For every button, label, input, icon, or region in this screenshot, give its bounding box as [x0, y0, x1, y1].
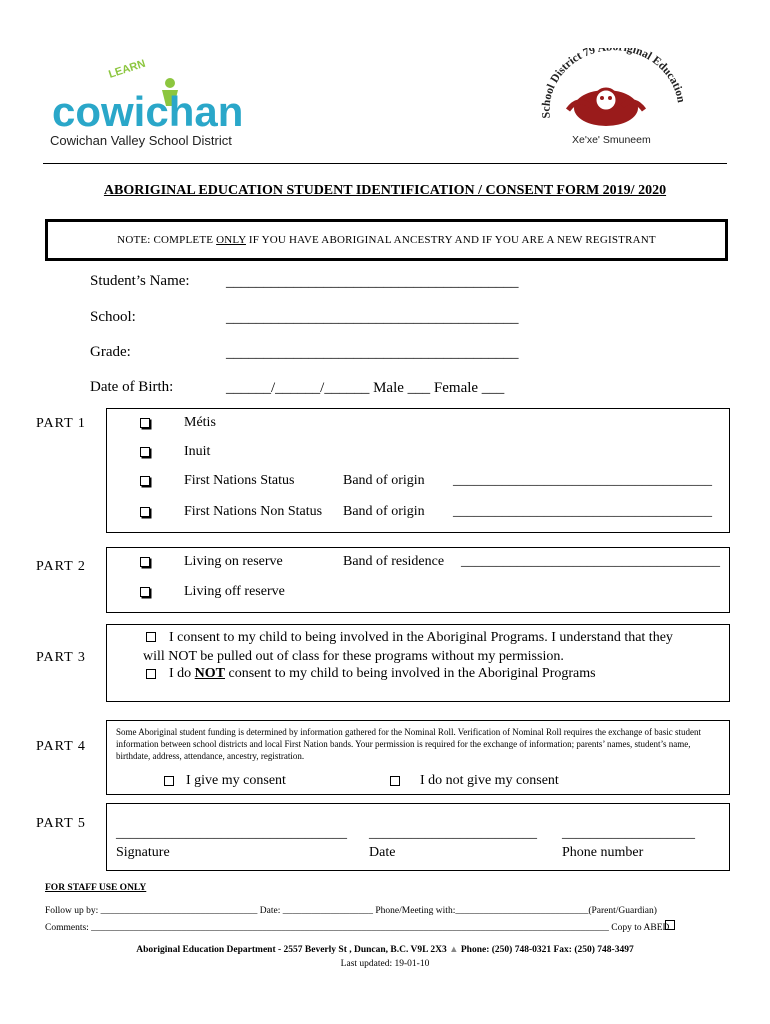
dob-label: Date of Birth: — [90, 379, 174, 395]
form-title: ABORIGINAL EDUCATION STUDENT IDENTIFICATION / CONSENT FORM 2019/ 2020 — [103, 183, 667, 198]
part3-label: PART 3 — [36, 650, 86, 665]
dob-field[interactable]: ______/______/______ Male ___ Female ___ — [226, 380, 505, 396]
consent-line1: I consent to my child to being involved in the Aboriginal Programs. I understand that they — [169, 630, 673, 645]
fn-non-status-checkbox[interactable] — [140, 507, 150, 517]
learn-arc-text: LEARN — [107, 58, 147, 81]
part4-label: PART 4 — [36, 739, 86, 754]
band-origin-label-1: Band of origin — [343, 473, 425, 488]
band-residence-label: Band of residence — [343, 554, 445, 569]
fn-non-status-label: First Nations Non Status — [184, 504, 323, 519]
metis-checkbox[interactable] — [140, 418, 150, 428]
footer-line — [0, 945, 770, 955]
off-reserve-label: Living off reserve — [184, 584, 285, 599]
band-origin-label-2: Band of origin — [343, 504, 425, 519]
no-consent-after: consent to my child to being involved in the Aboriginal Programs — [225, 666, 596, 681]
no-consent-not: NOT — [194, 666, 226, 681]
date-label: Date — [369, 845, 396, 860]
staff-heading: FOR STAFF USE ONLY — [45, 883, 147, 893]
footer-phone: Phone: (250) 748-0321 Fax: (250) 748-3497 — [460, 945, 634, 955]
note-box — [45, 219, 728, 261]
not-give-consent-checkbox[interactable] — [390, 776, 400, 786]
district-name: Cowichan Valley School District — [50, 133, 232, 148]
note-text-after: IF YOU HAVE ABORIGINAL ANCESTRY AND IF YOU ARE A NEW REGISTRANT — [245, 234, 656, 246]
not-give-consent-label: I do not give my consent — [420, 773, 559, 788]
part4-info: Some Aboriginal student funding is determined by information gathered for the Nominal Roll. Verification of Nominal Roll requires the exchange of basic student information between school districts and local First Nation bands. Your permission is required for the exchange of information; parents’ names, student’s name, birthdate, address, attendance, ancestry, registration. — [116, 727, 701, 761]
consent-line2: will NOT be pulled out of class for these programs without my permission. — [143, 649, 564, 664]
student-name-field[interactable]: _______________________________________ — [226, 274, 519, 290]
staff-comments[interactable]: Comments: _____________________________________________________________________________________________________________ Copy to ABED — [45, 923, 670, 933]
signature-line[interactable]: _________________________________ — [116, 826, 347, 841]
sd79-seal-graphic — [528, 48, 698, 153]
no-consent-checkbox[interactable] — [146, 669, 156, 679]
fn-status-checkbox[interactable] — [140, 476, 150, 486]
school-label: School: — [90, 309, 136, 325]
no-consent-before: I do — [169, 666, 195, 681]
school-field[interactable]: _______________________________________ — [226, 310, 519, 326]
inuit-checkbox[interactable] — [140, 447, 150, 457]
inuit-label: Inuit — [184, 444, 211, 459]
on-reserve-checkbox[interactable] — [140, 557, 150, 567]
student-name-label: Student’s Name: — [90, 273, 190, 289]
consent-checkbox[interactable] — [146, 632, 156, 642]
signature-label: Signature — [116, 845, 170, 860]
phone-line[interactable]: ___________________ — [562, 826, 695, 841]
staff-followup[interactable]: Follow up by: _________________________________ Date: ___________________ Phone/Meeting with:____________________________(Parent/Guardian) — [45, 906, 657, 916]
date-line[interactable]: ________________________ — [369, 826, 537, 841]
band-origin-field-2[interactable]: _____________________________________ — [453, 504, 712, 519]
on-reserve-label: Living on reserve — [184, 554, 283, 569]
sd79-logo — [528, 48, 698, 153]
seal-caption: Xe'xe' Smuneem — [572, 134, 651, 146]
no-consent-line — [169, 666, 596, 682]
part1-label: PART 1 — [36, 416, 86, 431]
phone-label: Phone number — [562, 845, 644, 860]
last-updated: Last updated: 19-01-10 — [340, 959, 430, 969]
brand-text: cowichan — [52, 88, 244, 135]
copy-to-abed-checkbox[interactable] — [665, 920, 675, 930]
off-reserve-checkbox[interactable] — [140, 587, 150, 597]
fn-status-label: First Nations Status — [184, 473, 295, 488]
band-origin-field-1[interactable]: _____________________________________ — [453, 473, 712, 488]
note-text-before: NOTE: COMPLETE — [117, 234, 217, 246]
grade-label: Grade: — [90, 344, 131, 360]
footer-address: Aboriginal Education Department - 2557 Beverly St , Duncan, B.C. V9L 2X3 — [136, 945, 447, 955]
give-consent-checkbox[interactable] — [164, 776, 174, 786]
band-residence-field[interactable]: _____________________________________ — [461, 554, 720, 569]
grade-field[interactable]: _______________________________________ — [226, 345, 519, 361]
seal-arc-text: School District 79 A iginal Education — [540, 48, 687, 119]
metis-label: Métis — [184, 415, 216, 430]
triangle-icon: ▲ — [449, 945, 459, 955]
part2-label: PART 2 — [36, 559, 86, 574]
give-consent-label: I give my consent — [186, 773, 286, 788]
header-divider — [43, 163, 727, 164]
part5-label: PART 5 — [36, 816, 86, 831]
note-only: ONLY — [216, 234, 246, 246]
